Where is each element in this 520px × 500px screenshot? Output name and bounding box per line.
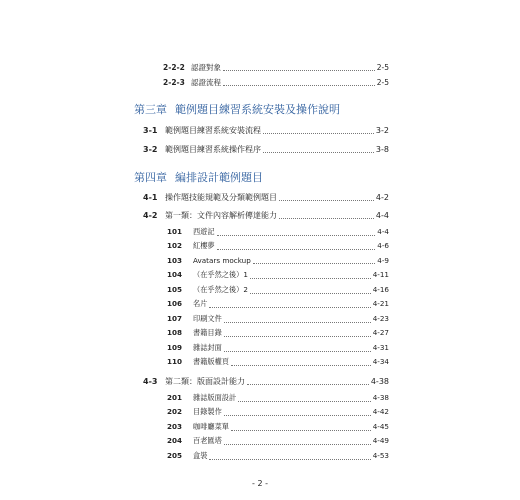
item-title: 書籍目錄	[193, 328, 222, 337]
toc-entry-4-2	[143, 210, 389, 221]
item-title: 書籍版權頁	[193, 357, 229, 366]
toc-item-101	[167, 227, 389, 237]
item-page: 4-45	[372, 422, 389, 431]
item-number: 109	[167, 343, 183, 352]
leader-dots	[231, 365, 371, 366]
leader-dots	[238, 401, 371, 402]
item-page: 4-4	[377, 227, 389, 236]
item-page: 4-23	[372, 314, 389, 323]
entry-page: 2-5	[376, 63, 389, 72]
item-number: 104	[167, 270, 183, 279]
leader-dots	[209, 459, 370, 460]
leader-dots	[209, 307, 370, 308]
entry-title: 範例題目練習系統安裝流程	[165, 126, 261, 135]
item-number: 103	[167, 256, 183, 265]
item-title: 印刷文件	[193, 314, 222, 323]
item-title: （在乎然之後）2	[193, 285, 248, 294]
item-page: 4-34	[372, 357, 389, 366]
leader-dots	[224, 415, 371, 416]
toc-item-202	[167, 407, 389, 417]
toc-entry-3-2	[143, 144, 389, 155]
entry-number: 4-3	[143, 377, 158, 386]
entry-page: 4-4	[375, 211, 389, 220]
toc-item-203	[167, 422, 389, 432]
leader-dots	[217, 249, 376, 250]
item-number: 105	[167, 285, 183, 294]
item-title: 西遊記	[193, 227, 215, 236]
item-title: 盒裝	[193, 451, 208, 460]
item-number: 102	[167, 241, 183, 250]
entry-page: 4-38	[370, 377, 389, 386]
entry-page: 3-2	[375, 126, 389, 135]
toc-entry-3-1	[143, 125, 389, 136]
leader-dots	[279, 218, 374, 219]
leader-dots	[224, 351, 371, 352]
toc-entry-2-2-2	[163, 62, 389, 73]
item-page: 4-38	[372, 393, 389, 402]
leader-dots	[279, 200, 374, 201]
item-number: 110	[167, 357, 183, 366]
entry-number: 3-2	[143, 145, 158, 154]
toc-item-105	[167, 285, 389, 295]
leader-dots	[263, 152, 374, 153]
item-number: 205	[167, 451, 183, 460]
toc-entry-4-3	[143, 376, 389, 387]
leader-dots	[223, 85, 375, 86]
entry-number: 4-1	[143, 193, 158, 202]
toc-item-102	[167, 241, 389, 251]
leader-dots	[253, 263, 375, 264]
leader-dots	[224, 444, 371, 445]
item-number: 107	[167, 314, 183, 323]
entry-page: 2-5	[376, 78, 389, 87]
item-page: 4-6	[377, 241, 389, 250]
item-page: 4-27	[372, 328, 389, 337]
item-page: 4-53	[372, 451, 389, 460]
item-number: 203	[167, 422, 183, 431]
item-title: 咖啡廳菜單	[193, 422, 229, 431]
item-number: 101	[167, 227, 183, 236]
toc-item-106	[167, 299, 389, 309]
toc-entry-4-1	[143, 192, 389, 203]
leader-dots	[224, 322, 371, 323]
item-title: Avatars mockup	[193, 256, 251, 265]
toc-item-205	[167, 451, 389, 461]
item-page: 4-9	[377, 256, 389, 265]
item-number: 202	[167, 407, 183, 416]
entry-number: 2-2-2	[163, 63, 185, 72]
entry-page: 3-8	[375, 145, 389, 154]
entry-title: 操作題技能規範及分類範例題目	[165, 193, 277, 202]
entry-title: 認證流程	[191, 78, 221, 87]
item-title: 目錄製作	[193, 407, 222, 416]
toc-item-103	[167, 256, 389, 265]
leader-dots	[247, 384, 369, 385]
item-number: 108	[167, 328, 183, 337]
item-number: 106	[167, 299, 183, 308]
leader-dots	[217, 235, 376, 236]
item-page: 4-49	[372, 436, 389, 445]
item-title: 雜誌封面	[193, 343, 222, 352]
chapter-title: 範例題目練習系統安裝及操作說明	[175, 103, 340, 116]
toc-item-109	[167, 343, 389, 353]
page-number: - 2 -	[252, 479, 268, 488]
chapter-title: 編排設計範例題目	[175, 171, 263, 184]
toc-item-107	[167, 314, 389, 324]
entry-number: 2-2-3	[163, 78, 185, 87]
chapter-label: 第四章	[134, 171, 167, 184]
entry-page: 4-2	[375, 193, 389, 202]
toc-item-110	[167, 357, 389, 367]
item-page: 4-21	[372, 299, 389, 308]
entry-title: 第二類：版面設計能力	[165, 377, 245, 386]
item-page: 4-42	[372, 407, 389, 416]
entry-number: 3-1	[143, 126, 158, 135]
leader-dots	[263, 133, 374, 134]
chapter-3-heading	[134, 101, 340, 117]
item-page: 4-16	[372, 285, 389, 294]
entry-title: 第一類：文件內容解析傳達能力	[165, 211, 277, 220]
leader-dots	[231, 430, 371, 431]
leader-dots	[250, 278, 371, 279]
entry-title: 範例題目練習系統操作程序	[165, 145, 261, 154]
item-page: 4-11	[372, 270, 389, 279]
leader-dots	[224, 336, 371, 337]
chapter-label: 第三章	[134, 103, 167, 116]
leader-dots	[223, 70, 375, 71]
item-number: 201	[167, 393, 183, 402]
toc-entry-2-2-3	[163, 77, 389, 88]
entry-title: 認證對象	[191, 63, 221, 72]
item-page: 4-31	[372, 343, 389, 352]
chapter-4-heading	[134, 169, 263, 185]
toc-item-108	[167, 328, 389, 338]
entry-number: 4-2	[143, 211, 158, 220]
toc-item-204	[167, 436, 389, 446]
item-title: 紅樓夢	[193, 241, 215, 250]
item-number: 204	[167, 436, 183, 445]
item-title: 名片	[193, 299, 208, 308]
item-title: 百老匯塔	[193, 436, 222, 445]
toc-item-104	[167, 270, 389, 280]
leader-dots	[250, 293, 371, 294]
toc-item-201	[167, 393, 389, 403]
item-title: （在乎然之後）1	[193, 270, 248, 279]
item-title: 雜誌版面設計	[193, 393, 237, 402]
